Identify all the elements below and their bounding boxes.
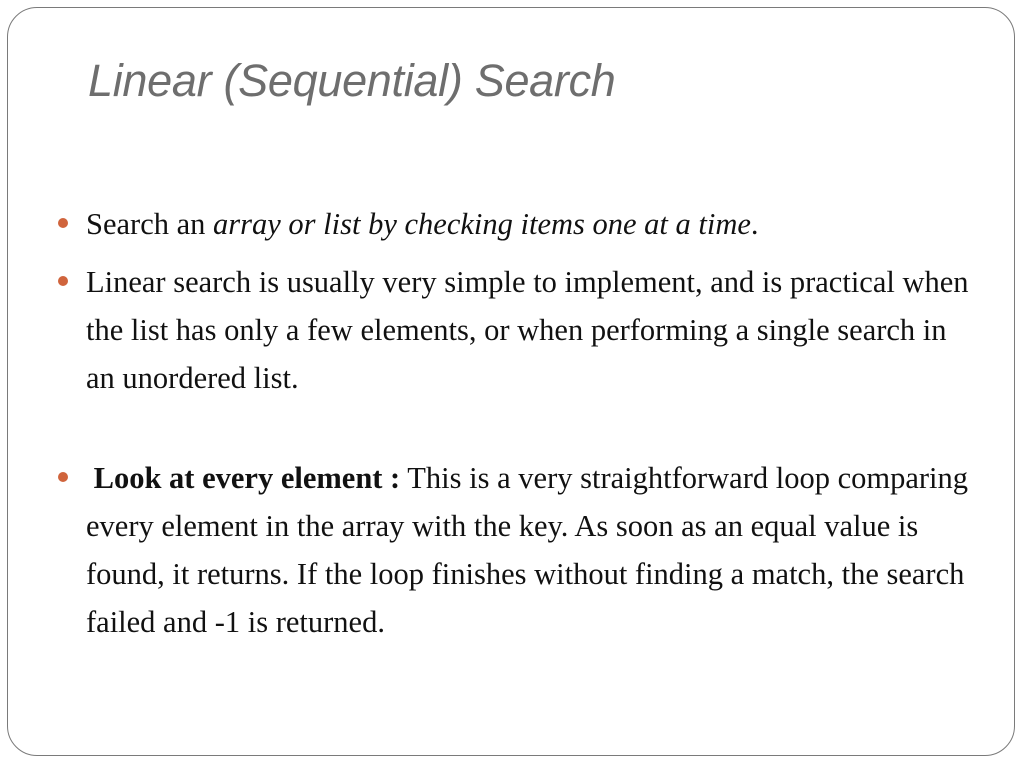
- bullet-1-suffix: .: [750, 207, 759, 241]
- bullet-2-text: Linear search is usually very simple to implement, and is practical when the list has only a few elements, or when performing a single search in an unordered list.: [86, 265, 969, 395]
- bullet-3-bold-lead: Look at every element :: [93, 461, 401, 495]
- bullet-dot-icon: [58, 218, 68, 228]
- bullet-1-emphasis: array or list by checking items one at a time: [213, 207, 751, 241]
- bullet-item-2: [58, 258, 978, 402]
- bullet-item-3: [58, 454, 978, 646]
- slide-title: Linear (Sequential) Search: [88, 55, 616, 106]
- bullet-dot-icon: [58, 472, 68, 482]
- bullet-list: [58, 200, 978, 656]
- bullet-dot-icon: [58, 276, 68, 286]
- bullet-3-text: This is a very straightforward loop comparing every element in the array with the key. As soon as an equal value is found, it returns. If the loop finishes without finding a match, the search failed and -1 is returned.: [86, 461, 969, 639]
- bullet-item-1: [58, 200, 978, 248]
- bullet-1-prefix: Search an: [86, 207, 214, 241]
